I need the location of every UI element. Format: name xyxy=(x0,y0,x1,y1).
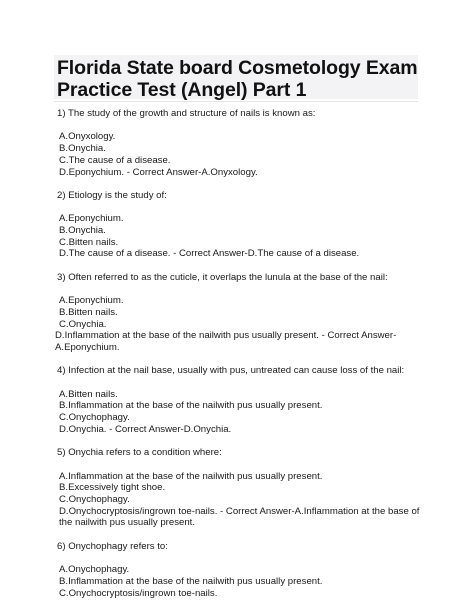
answer-option: B.Inflammation at the base of the nailwith pus usually present. xyxy=(59,400,323,412)
answer-option: B.Inflammation at the base of the nailwith pus usually present. xyxy=(59,575,323,587)
answer-options xyxy=(57,295,417,354)
question-text: 1) The study of the growth and structure of nails is known as: xyxy=(57,108,316,119)
answer-option-continued: the nailwith pus usually present. xyxy=(59,517,195,529)
question-block-1 xyxy=(57,108,417,178)
question-text: 4) Infection at the nail base, usually with pus, untreated can cause loss of the nail: xyxy=(57,365,405,377)
page-title xyxy=(57,57,419,101)
answer-options xyxy=(57,470,420,530)
answer-option: B.Onychia. xyxy=(59,224,106,236)
answer-option: D.Onychia. - Correct Answer-D.Onychia. xyxy=(59,423,232,435)
answer-option: B.Onychia. xyxy=(59,143,106,155)
question-text: 5) Onychia refers to a condition where: xyxy=(57,447,222,459)
answer-option: C.Onychia. xyxy=(59,318,107,330)
question-block-3 xyxy=(57,272,417,354)
question-block-4 xyxy=(57,365,417,435)
question-text: 2) Etiology is the study of: xyxy=(57,189,167,201)
answer-option: D.Onychocryptosis/ingrown toe-nails. - Correct Answer-A.Inflammation at the base of xyxy=(59,505,420,517)
title-line-2: Practice Test (Angel) Part 1 xyxy=(57,79,307,101)
question-list xyxy=(55,108,420,611)
answer-option: C.Onychocryptosis/ingrown toe-nails. xyxy=(59,587,218,599)
answer-option: C.The cause of a disease. xyxy=(59,154,171,166)
answer-option: A.Onyxology. xyxy=(59,131,116,143)
answer-options xyxy=(57,131,417,178)
answer-option: C.Bitten nails. xyxy=(59,236,119,248)
answer-option: A.Onychophagy. xyxy=(59,564,130,576)
question-text: 6) Onychophagy refers to: xyxy=(57,540,168,552)
answer-option: C.Onychophagy. xyxy=(59,412,130,424)
answer-option: D.The cause of a disease. - Correct Answer-D.The cause of a disease. xyxy=(59,248,360,260)
question-text: 3) Often referred to as the cuticle, it overlaps the lunula at the base of the nail: xyxy=(57,271,388,283)
answer-option: C.Onychophagy. xyxy=(59,494,130,506)
answer-option: A.Eponychium. xyxy=(59,295,124,307)
answer-options xyxy=(57,564,417,599)
title-line-1: Florida State board Cosmetology Exam xyxy=(57,57,418,79)
answer-option: A.Eponychium. xyxy=(59,213,124,225)
answer-option-continued: A.Eponychium. xyxy=(55,341,120,353)
question-block-5 xyxy=(57,447,420,529)
answer-option: A.Bitten nails. xyxy=(59,388,118,400)
answer-option: D.Inflammation at the base of the nailwith pus usually present. - Correct Answer- xyxy=(55,330,397,342)
answer-option: A.Inflammation at the base of the nailwith pus usually present. xyxy=(59,470,323,482)
question-block-6 xyxy=(57,541,417,600)
answer-option: B.Excessively tight shoe. xyxy=(59,482,166,494)
title-divider xyxy=(54,101,418,102)
answer-options xyxy=(57,213,417,260)
answer-option: D.Eponychium. - Correct Answer-A.Onyxology. xyxy=(59,166,258,178)
answer-options xyxy=(57,389,417,436)
question-block-2 xyxy=(57,190,417,260)
answer-option: B.Bitten nails. xyxy=(59,306,118,318)
